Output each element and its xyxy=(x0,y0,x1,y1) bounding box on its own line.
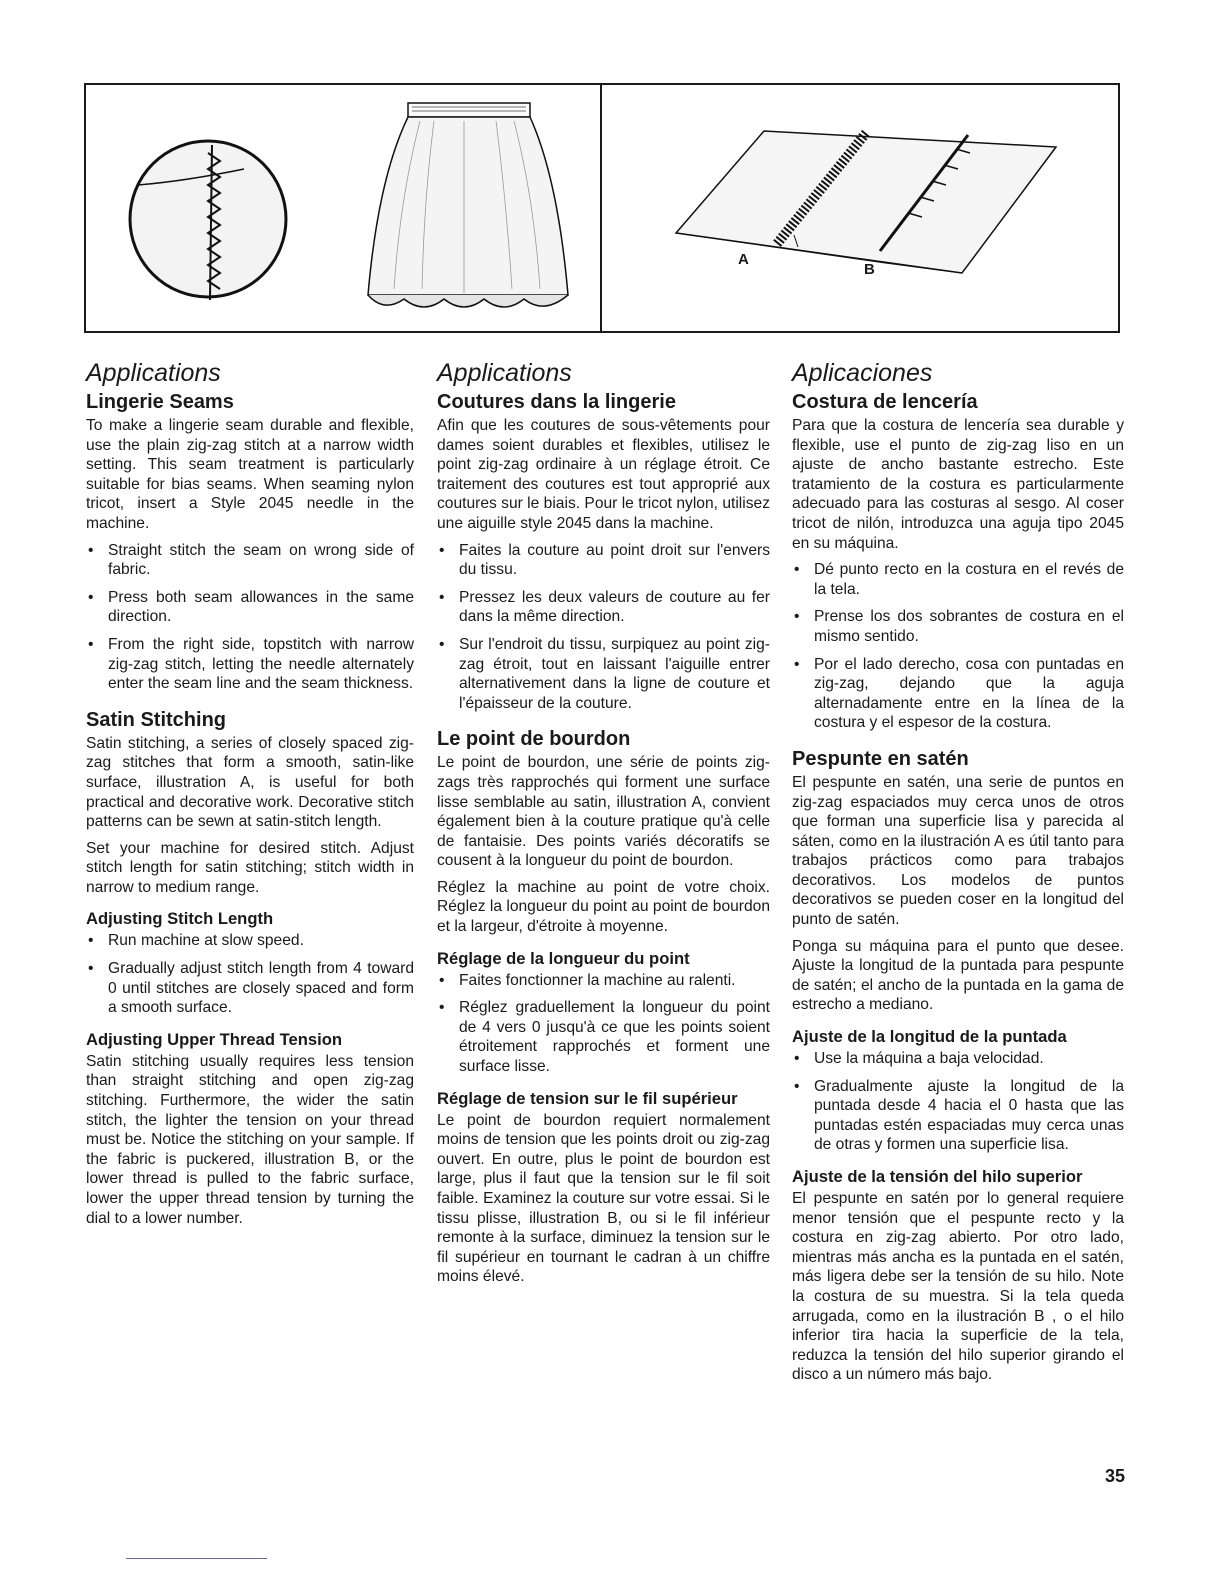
heading-lingerie-seams: Lingerie Seams xyxy=(86,391,234,413)
bullet-list-length xyxy=(86,931,414,1017)
paragraph-satin-1: Le point de bourdon, une série de points zig-zags très rapprochés qui forment une surface lisse semblable au satin, illustration A, convient également bien à la couture pratique qu'à celle de fantaisie. Des points variés décoratifs se cousent à la longueur du point de bourdon. xyxy=(437,754,770,870)
section-title: Aplicaciones xyxy=(792,359,933,387)
list-item: • Straight stitch the seam on wrong side of fabric. xyxy=(86,541,414,580)
paragraph-satin-1: El pespunte en satén, una serie de puntos en zig-zag espaciados muy cerca unos de otros que forman una superficie lisa y parecida al sáten, como en la ilustración A es útil tanto para trabajos prácticos como para trabajos decorativos. Los modelos de puntos decorativos se pueden coser en la longitud del punto de satén. xyxy=(792,773,1124,929)
illustration-panel xyxy=(84,83,1120,333)
paragraph-satin-1: Satin stitching, a series of closely spaced zig-zag stitches that form a smooth, satin-like surface, illustration A, is useful for both practical and decorative work. Decorative stitch patterns can be sewn at satin-stitch length. xyxy=(86,734,414,831)
figure-label-b: B xyxy=(864,261,875,278)
section-title: Applications xyxy=(437,359,572,387)
list-item: • Use la máquina a baja velocidad. xyxy=(792,1049,1124,1069)
heading-lingerie-seams: Costura de lencería xyxy=(792,391,978,413)
list-item: • Prense los dos sobrantes de costura en el mismo sentido. xyxy=(792,607,1124,646)
slip-illustration xyxy=(364,99,572,321)
figure-label-a: A xyxy=(738,251,749,268)
heading-adjusting-stitch-length: Adjusting Stitch Length xyxy=(86,909,274,929)
heading-adjusting-stitch-length: Réglage de la longueur du point xyxy=(437,948,690,968)
list-item: • Dé punto recto en la costura en el revés de la tela. xyxy=(792,560,1124,599)
paragraph-tension: Satin stitching usually requires less tension than straight stitching and open zig-zag stitching. Furthermore, the wider the satin stitch, the lighter the tension on your thread must be. Notice the stitching on your sample. If the fabric is puckered, illustration B, or the lower thread is pulled to the fabric surface, lower the upper thread tension by turning the dial to a lower number. xyxy=(86,1052,414,1227)
list-item: • Pressez les deux valeurs de couture au fer dans la même direction. xyxy=(437,588,770,627)
heading-lingerie-seams: Coutures dans la lingerie xyxy=(437,391,676,413)
list-item: • Por el lado derecho, cosa con puntadas en zig-zag, dejando que la aguja alternadamente entre en la línea de la costura y el espesor de la costura. xyxy=(792,655,1124,733)
heading-satin-stitching: Satin Stitching xyxy=(86,708,226,731)
bullet-list-length xyxy=(437,971,770,1077)
bullet-list-length xyxy=(792,1049,1124,1155)
heading-upper-thread-tension: Adjusting Upper Thread Tension xyxy=(86,1029,342,1049)
seam-detail-illustration xyxy=(126,125,291,310)
paragraph-tension: Le point de bourdon requiert normalement moins de tension que les points droit ou zig-zag ouvert. En outre, plus le point de bourdon est large, plus il faut que la tension sur le fil soit faible. Examinez la couture sur votre essai. Si le tissu plisse, illustration B, ou si le fil inférieur remonte à la surface, diminuez la tension sur le fil supérieur en tournant le cadran à un chiffre moins élevé. xyxy=(437,1111,770,1286)
footer-rule xyxy=(126,1558,267,1559)
satin-stitch-illustration xyxy=(656,123,1076,283)
english-column xyxy=(86,356,414,1235)
paragraph-satin-2: Set your machine for desired stitch. Adjust stitch length for satin stitching; stitch width in narrow to medium range. xyxy=(86,839,414,896)
list-item: • Run machine at slow speed. xyxy=(86,931,414,951)
bullet-list-lingerie xyxy=(86,541,414,694)
heading-upper-thread-tension: Réglage de tension sur le fil supérieur xyxy=(437,1088,738,1108)
paragraph-tension: El pespunte en satén por lo general requiere menor tensión que el pespunte recto y la costura en zig-zag abierto. Por otro lado, mientras más ancha es la puntada en el satén, más ligera debe ser la tensión de su hilo. Note la costura de su muestra. Si la tela queda arrugada, como en la ilustración B , o el hilo inferior tira hacia la superficie de la tela, reduzca la tensión del hilo superior girando el disco a un número más bajo. xyxy=(792,1190,1124,1384)
page-number: 35 xyxy=(1105,1466,1126,1486)
heading-satin-stitching: Le point de bourdon xyxy=(437,728,631,751)
bullet-list-lingerie xyxy=(792,560,1124,733)
bullet-list-lingerie xyxy=(437,541,770,714)
paragraph-satin-2: Réglez la machine au point de votre choix. Réglez la longueur du point au point de bourdon et la largeur, d'étroite à moyenne. xyxy=(437,878,770,936)
list-item: • Réglez graduellement la longueur du point de 4 vers 0 jusqu'à ce que les points soient étroitement rapprochés et forment une surface lisse. xyxy=(437,998,770,1076)
list-item: • Faites la couture au point droit sur l'envers du tissu. xyxy=(437,541,770,580)
paragraph-lingerie: Para que la costura de lencería sea durable y flexible, use el punto de zig-zag liso en un ajuste de ancho bastante estrecho. Este tratamiento de la costura es particularmente adecuado para las costuras al sesgo. Al coser tricot de nilón, introduzca una aguja tipo 2045 en su máquina. xyxy=(792,417,1124,552)
paragraph-lingerie: To make a lingerie seam durable and flexible, use the plain zig-zag stitch at a narrow width setting. This seam treatment is particularly suitable for bias seams. When seaming nylon tricot, insert a Style 2045 needle in the machine. xyxy=(86,417,414,532)
list-item: • Gradualmente ajuste la longitud de la puntada desde 4 hacia el 0 hasta que las puntadas estén espaciadas muy cerca unas de otras y formen una superficie lisa. xyxy=(792,1077,1124,1155)
spanish-column xyxy=(792,356,1124,1392)
heading-satin-stitching: Pespunte en satén xyxy=(792,747,969,770)
list-item: • Gradually adjust stitch length from 4 toward 0 until stitches are closely spaced and form a smooth surface. xyxy=(86,959,414,1018)
list-item: • Faites fonctionner la machine au ralenti. xyxy=(437,971,770,991)
heading-upper-thread-tension: Ajuste de la tensión del hilo superior xyxy=(792,1167,1083,1186)
section-title: Applications xyxy=(86,359,221,387)
paragraph-satin-2: Ponga su máquina para el punto que desee. Ajuste la longitud de la puntada para pespunte de satén; el ancho de la puntada en la gama de estrecho a mediano. xyxy=(792,937,1124,1014)
list-item: • Press both seam allowances in the same direction. xyxy=(86,588,414,627)
paragraph-lingerie: Afin que les coutures de sous-vêtements pour dames soient durables et flexibles, utilisez le point zig-zag ordinaire à un réglage étroit. Ce traitement des coutures est tout approprié aux coutures sur le biais. Pour le tricot nylon, utilisez une aiguille style 2045 dans la machine. xyxy=(437,417,770,532)
list-item: • Sur l'endroit du tissu, surpiquez au point zig-zag étroit, tout en laissant l'aiguille entrer alternativement dans la ligne de couture et l'épaisseur de la couture. xyxy=(437,635,770,713)
french-column xyxy=(437,356,770,1294)
list-item: • From the right side, topstitch with narrow zig-zag stitch, letting the needle alternately enter the seam line and the seam thickness. xyxy=(86,635,414,694)
panel-divider xyxy=(600,85,602,331)
heading-adjusting-stitch-length: Ajuste de la longitud de la puntada xyxy=(792,1027,1067,1047)
